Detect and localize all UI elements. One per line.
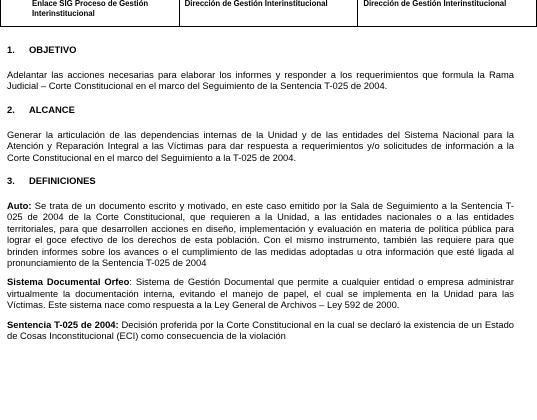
section-objetivo-text: Adelantar las acciones necesarias para elaborar los informes y responder a los requerimientos que formula la Rama Judicial – Corte Constitucional en el marco del Seguimiento de la Sentencia T-025 de 2004. [7,69,514,92]
definition-sentencia [7,319,514,342]
definition-term: Sentencia T-025 de 2004: [7,318,119,330]
header-cell-responsible: Dirección de Gestión Interinstitucional [358,0,537,27]
definition-text: Se trata de un documento escrito y motivado, en este caso emitido por la Sala de Seguimiento a la Sentencia T-025 de 2004 de la Corte Constitucional, que requieren a la Unidad, a las entidades nacionales o a las entidades territoriales, para que desarrollen acciones en diseño, implementación y evaluación en materia de política pública para lograr el goce efectivo de los derechos de esta población. Con el mismo instrumento, también las requiere para que brinden informes sobre los avances o el cumplimiento de las medidas adoptadas u otra información que esté ligada al pronunciamiento de la Sentencia T-025 de 2004 [7,200,514,269]
header-cell-process: Enlace SIG Proceso de Gestión Interinstitucional [1,0,180,27]
definition-orfeo [7,276,514,310]
document-header-table [0,0,537,27]
definition-text: Decisión proferida por la Corte Constitucional en la cual se declaró la existencia de un Estado de Cosas Inconstitucional (ECI) como consecuencia de la violación [7,318,515,342]
section-number: 2. [7,103,15,115]
header-row [1,0,537,27]
section-number: 3. [7,175,15,187]
header-cell-owner: Dirección de Gestión Interinstitucional [179,0,358,27]
section-alcance-heading [7,104,514,116]
document-body [7,44,514,342]
definition-term: Sistema Documental Orfeo [7,276,130,288]
section-number: 1. [7,44,15,55]
section-objetivo-heading [7,44,514,56]
definition-text: : Sistema de Gestión Documental que permite a cualquier entidad o empresa administrar virtualmente la documentación interna, evitando el manejo de papel, el cual se implementa en la Unidad para las Víctimas. Este sistema nace como respuesta a la Ley General de Archivos – Ley 592 de 2000. [7,276,514,311]
section-definiciones-heading [7,175,514,187]
section-alcance-text: Generar la articulación de las dependencias internas de la Unidad y de las entidades del Sistema Nacional para la Atención y Reparación Integral a las Víctimas para dar respuesta a requerimientos y/o solicitudes de información a la Corte Constitucional en el marco del Seguimiento a la T-025 de 2004. [7,128,514,163]
section-title: OBJETIVO [29,44,77,55]
definition-auto [7,200,514,268]
section-title: ALCANCE [29,103,75,115]
section-title: DEFINICIONES [29,175,96,187]
definition-term: Auto: [7,200,32,212]
